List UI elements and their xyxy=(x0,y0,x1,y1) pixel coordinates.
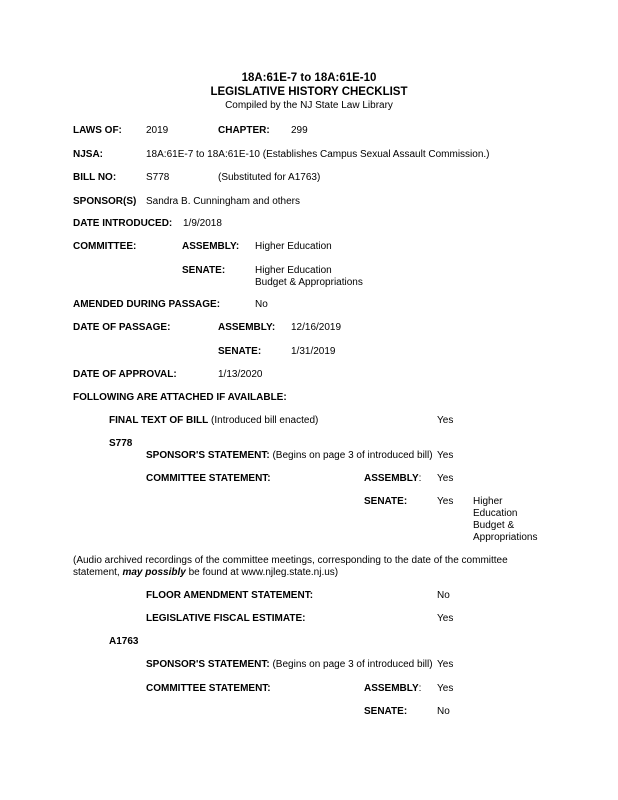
final-text-value: Yes xyxy=(437,415,454,426)
s778-committee-statement-label: COMMITTEE STATEMENT: xyxy=(146,473,271,484)
s778-senate-committee-4: Appropriations xyxy=(473,532,538,543)
s778-senate-committee-3: Budget & xyxy=(473,520,515,531)
audio-note-emphasis: may possibly xyxy=(122,567,186,578)
a1763-committee-senate-label: SENATE: xyxy=(364,706,408,717)
compiled-by: Compiled by the NJ State Law Library xyxy=(225,100,393,111)
s778-committee-assembly-label: ASSEMBLY xyxy=(364,473,419,484)
njsa-label: NJSA: xyxy=(73,149,104,160)
sponsor-label: SPONSOR(S) xyxy=(73,196,137,207)
s778-senate-committee-2: Education xyxy=(473,508,518,519)
amended-value: No xyxy=(255,299,268,310)
date-introduced-value: 1/9/2018 xyxy=(183,218,222,229)
following-heading: FOLLOWING ARE ATTACHED IF AVAILABLE: xyxy=(73,392,287,403)
a1763-heading: A1763 xyxy=(109,636,139,647)
s778-sponsor-statement-value: Yes xyxy=(437,450,454,461)
s778-sponsor-statement-note: (Begins on page 3 of introduced bill) xyxy=(272,450,433,461)
date-of-approval-label: DATE OF APPROVAL: xyxy=(73,369,177,380)
passage-senate-value: 1/31/2019 xyxy=(291,346,336,357)
s778-heading: S778 xyxy=(109,438,133,449)
a1763-sponsor-statement-label: SPONSOR'S STATEMENT: xyxy=(146,659,270,670)
committee-senate-value-2: Budget & Appropriations xyxy=(255,277,363,288)
a1763-committee-assembly-value: Yes xyxy=(437,683,454,694)
audio-note-line2 xyxy=(73,567,338,579)
committee-senate-value-1: Higher Education xyxy=(255,265,332,276)
a1763-committee-assembly-colon: : xyxy=(418,683,422,694)
date-introduced-label: DATE INTRODUCED: xyxy=(73,218,173,229)
a1763-sponsor-statement-note: (Begins on page 3 of introduced bill) xyxy=(272,659,433,670)
committee-label: COMMITTEE: xyxy=(73,241,137,252)
s778-committee-senate-label: SENATE: xyxy=(364,496,408,507)
bill-no-note: (Substituted for A1763) xyxy=(218,172,321,183)
fiscal-estimate-label: LEGISLATIVE FISCAL ESTIMATE: xyxy=(146,613,306,624)
final-text-note: (Introduced bill enacted) xyxy=(211,415,319,426)
floor-amendment-label: FLOOR AMENDMENT STATEMENT: xyxy=(146,590,314,601)
passage-senate-label: SENATE: xyxy=(218,346,262,357)
s778-committee-assembly-row xyxy=(364,473,421,485)
floor-amendment-value: No xyxy=(437,590,450,601)
a1763-sponsor-statement-value: Yes xyxy=(437,659,454,670)
fiscal-estimate-value: Yes xyxy=(437,613,454,624)
a1763-committee-statement-label: COMMITTEE STATEMENT: xyxy=(146,683,271,694)
document-title-line1: 18A:61E-7 to 18A:61E-10 xyxy=(241,72,377,84)
committee-assembly-label: ASSEMBLY: xyxy=(182,241,240,252)
s778-sponsor-statement-row xyxy=(146,450,433,462)
laws-of-value: 2019 xyxy=(146,125,169,136)
passage-assembly-value: 12/16/2019 xyxy=(291,322,342,333)
chapter-label: CHAPTER: xyxy=(218,125,270,136)
audio-note-post: be found at www.njleg.state.nj.us) xyxy=(185,567,339,578)
s778-committee-assembly-value: Yes xyxy=(437,473,454,484)
audio-note-pre: statement, xyxy=(73,567,123,578)
audio-note-line1: (Audio archived recordings of the committee meetings, corresponding to the date of the committee xyxy=(73,555,508,566)
a1763-committee-assembly-row xyxy=(364,683,421,695)
document-title-line2: LEGISLATIVE HISTORY CHECKLIST xyxy=(210,86,408,98)
amended-label: AMENDED DURING PASSAGE: xyxy=(73,299,221,310)
date-of-approval-value: 1/13/2020 xyxy=(218,369,263,380)
committee-assembly-value: Higher Education xyxy=(255,241,332,252)
s778-committee-senate-value: Yes xyxy=(437,496,454,507)
bill-no-value: S778 xyxy=(146,172,170,183)
chapter-value: 299 xyxy=(291,125,308,136)
a1763-sponsor-statement-row xyxy=(146,659,433,671)
s778-senate-committee-1: Higher xyxy=(473,496,503,507)
date-of-passage-label: DATE OF PASSAGE: xyxy=(73,322,171,333)
a1763-committee-senate-value: No xyxy=(437,706,450,717)
passage-assembly-label: ASSEMBLY: xyxy=(218,322,276,333)
bill-no-label: BILL NO: xyxy=(73,172,117,183)
laws-of-label: LAWS OF: xyxy=(73,125,122,136)
committee-senate-label: SENATE: xyxy=(182,265,226,276)
sponsor-value: Sandra B. Cunningham and others xyxy=(146,196,300,207)
njsa-value: 18A:61E-7 to 18A:61E-10 (Establishes Campus Sexual Assault Commission.) xyxy=(146,149,490,160)
s778-committee-assembly-colon: : xyxy=(418,473,422,484)
final-text-label: FINAL TEXT OF BILL xyxy=(109,415,209,426)
s778-sponsor-statement-label: SPONSOR'S STATEMENT: xyxy=(146,450,270,461)
final-text-row xyxy=(109,415,318,427)
a1763-committee-assembly-label: ASSEMBLY xyxy=(364,683,419,694)
